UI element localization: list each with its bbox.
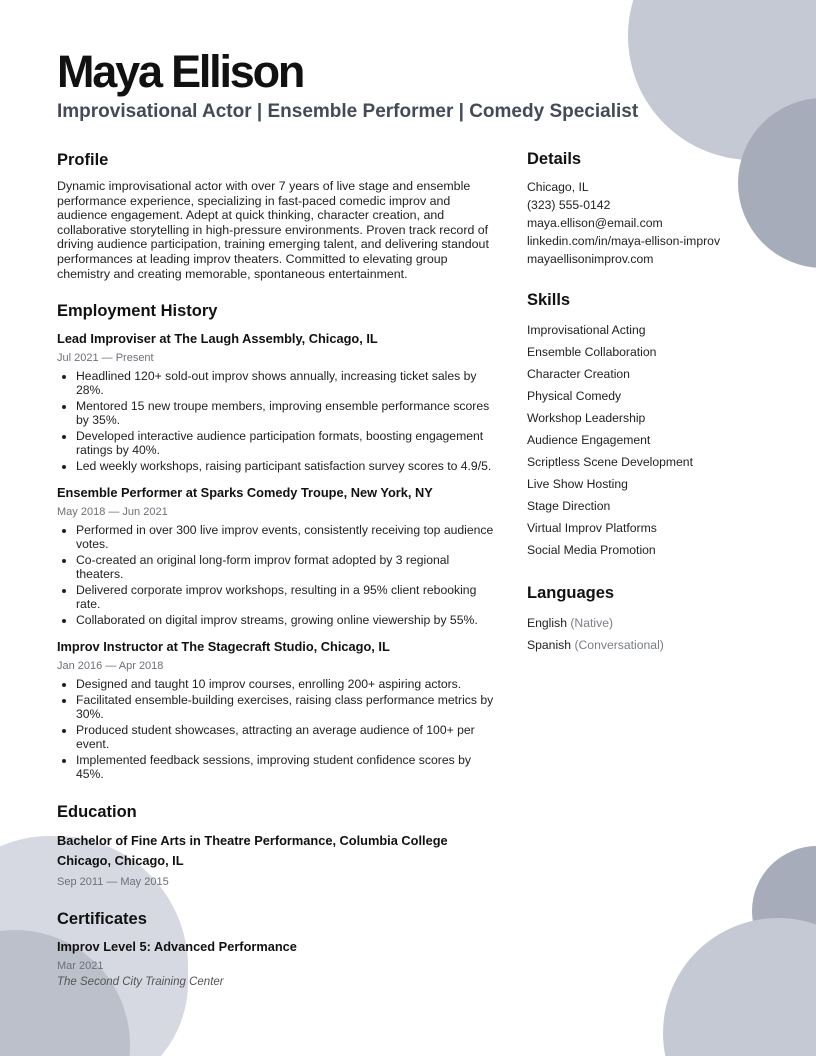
skill-item: Virtual Improv Platforms — [527, 521, 657, 535]
education-section — [57, 802, 497, 889]
list-item: Led weekly workshops, raising participant satisfaction survey scores to 4.9/5. — [57, 460, 497, 474]
education-dates: Sep 2011 — May 2015 — [57, 875, 169, 888]
section-heading: Employment History — [57, 302, 218, 321]
section-heading: Certificates — [57, 909, 147, 928]
detail-phone: (323) 555-0142 — [527, 198, 611, 212]
section-heading: Languages — [527, 584, 615, 602]
section-heading: Details — [527, 150, 582, 168]
list-item: Designed and taught 10 improv courses, enrolling 200+ aspiring actors. — [57, 678, 497, 692]
section-heading: Skills — [527, 291, 571, 309]
skill-item: Stage Direction — [527, 499, 611, 513]
skill-item: Social Media Promotion — [527, 543, 656, 557]
list-item: Co-created an original long-form improv format adopted by 3 regional theaters. — [57, 554, 497, 582]
language-item — [527, 612, 757, 634]
detail-email[interactable]: maya.ellison@email.com — [527, 216, 663, 230]
detail-linkedin[interactable]: linkedin.com/in/maya-ellison-improv — [527, 234, 721, 248]
job-dates: Jan 2016 — Apr 2018 — [57, 660, 164, 673]
employment-section — [57, 301, 497, 781]
section-heading: Profile — [57, 151, 109, 169]
language-level: (Native) — [570, 616, 614, 630]
profile-text: Dynamic improvisational actor with over 7 years of live stage and ensemble performance experience, specializing in fast-paced comedic improv and audience engagement. Adept at quick thinking, character creation, and collaborative storytelling in high-pressure environments. Proven track record of driving audience participation, training emerging talent, and delivering standout performances at leading improv theaters. Committed to elevating group chemistry and creating memorable, spontaneous entertainment. — [57, 179, 489, 281]
skill-item: Character Creation — [527, 367, 630, 381]
list-item: Developed interactive audience participation formats, boosting engagement ratings by 40%. — [57, 430, 497, 458]
skills-list — [527, 319, 757, 561]
job-title: Lead Improviser at The Laugh Assembly, Chicago, IL — [57, 331, 378, 347]
skill-item: Audience Engagement — [527, 433, 651, 447]
section-heading: Education — [57, 802, 137, 821]
list-item: Implemented feedback sessions, improving student confidence scores by 45%. — [57, 754, 497, 782]
job-bullets — [57, 524, 497, 627]
skill-item: Scriptless Scene Development — [527, 455, 693, 469]
job-bullets — [57, 370, 497, 473]
certificate-date: Mar 2021 — [57, 959, 104, 972]
detail-website[interactable]: mayaellisonimprov.com — [527, 252, 654, 266]
list-item: Collaborated on digital improv streams, growing online viewership by 55%. — [57, 614, 497, 628]
candidate-headline: Improvisational Actor | Ensemble Performer | Comedy Specialist — [57, 101, 639, 122]
skill-item: Ensemble Collaboration — [527, 345, 657, 359]
languages-section — [527, 583, 757, 656]
details-list — [527, 178, 757, 268]
skill-item: Physical Comedy — [527, 389, 622, 403]
job-bullets — [57, 678, 497, 781]
list-item: Facilitated ensemble-building exercises, raising class performance metrics by 30%. — [57, 694, 497, 722]
list-item: Performed in over 300 live improv events, consistently receiving top audience votes. — [57, 524, 497, 552]
details-section — [527, 149, 757, 268]
list-item: Headlined 120+ sold-out improv shows annually, increasing ticket sales by 28%. — [57, 370, 497, 398]
list-item: Produced student showcases, attracting an average audience of 100+ per event. — [57, 724, 497, 752]
language-level: (Conversational) — [574, 638, 664, 652]
skill-item: Live Show Hosting — [527, 477, 628, 491]
job-title: Improv Instructor at The Stagecraft Studio, Chicago, IL — [57, 639, 390, 655]
detail-location: Chicago, IL — [527, 180, 589, 194]
language-item — [527, 634, 757, 656]
profile-section — [57, 150, 497, 281]
skill-item: Improvisational Acting — [527, 323, 646, 337]
language-name: English — [527, 616, 567, 630]
skill-item: Workshop Leadership — [527, 411, 646, 425]
certificate-title: Improv Level 5: Advanced Performance — [57, 938, 297, 954]
side-column — [527, 149, 757, 656]
job-entry — [57, 330, 497, 473]
languages-list — [527, 612, 757, 656]
language-name: Spanish — [527, 638, 572, 652]
certificate-issuer: The Second City Training Center — [57, 975, 224, 988]
job-entry — [57, 484, 497, 627]
job-dates: May 2018 — Jun 2021 — [57, 506, 168, 519]
job-title: Ensemble Performer at Sparks Comedy Troupe, New York, NY — [57, 485, 433, 501]
main-column — [57, 150, 497, 989]
skills-section — [527, 290, 757, 561]
degree-title: Bachelor of Fine Arts in Theatre Performance, Columbia College Chicago, Chicago, IL — [57, 832, 448, 868]
job-entry — [57, 638, 497, 781]
job-dates: Jul 2021 — Present — [57, 352, 154, 365]
list-item: Delivered corporate improv workshops, resulting in a 95% client rebooking rate. — [57, 584, 497, 612]
list-item: Mentored 15 new troupe members, improving ensemble performance scores by 35%. — [57, 400, 497, 428]
candidate-name: Maya Ellison — [57, 46, 304, 97]
certificates-section — [57, 909, 497, 989]
